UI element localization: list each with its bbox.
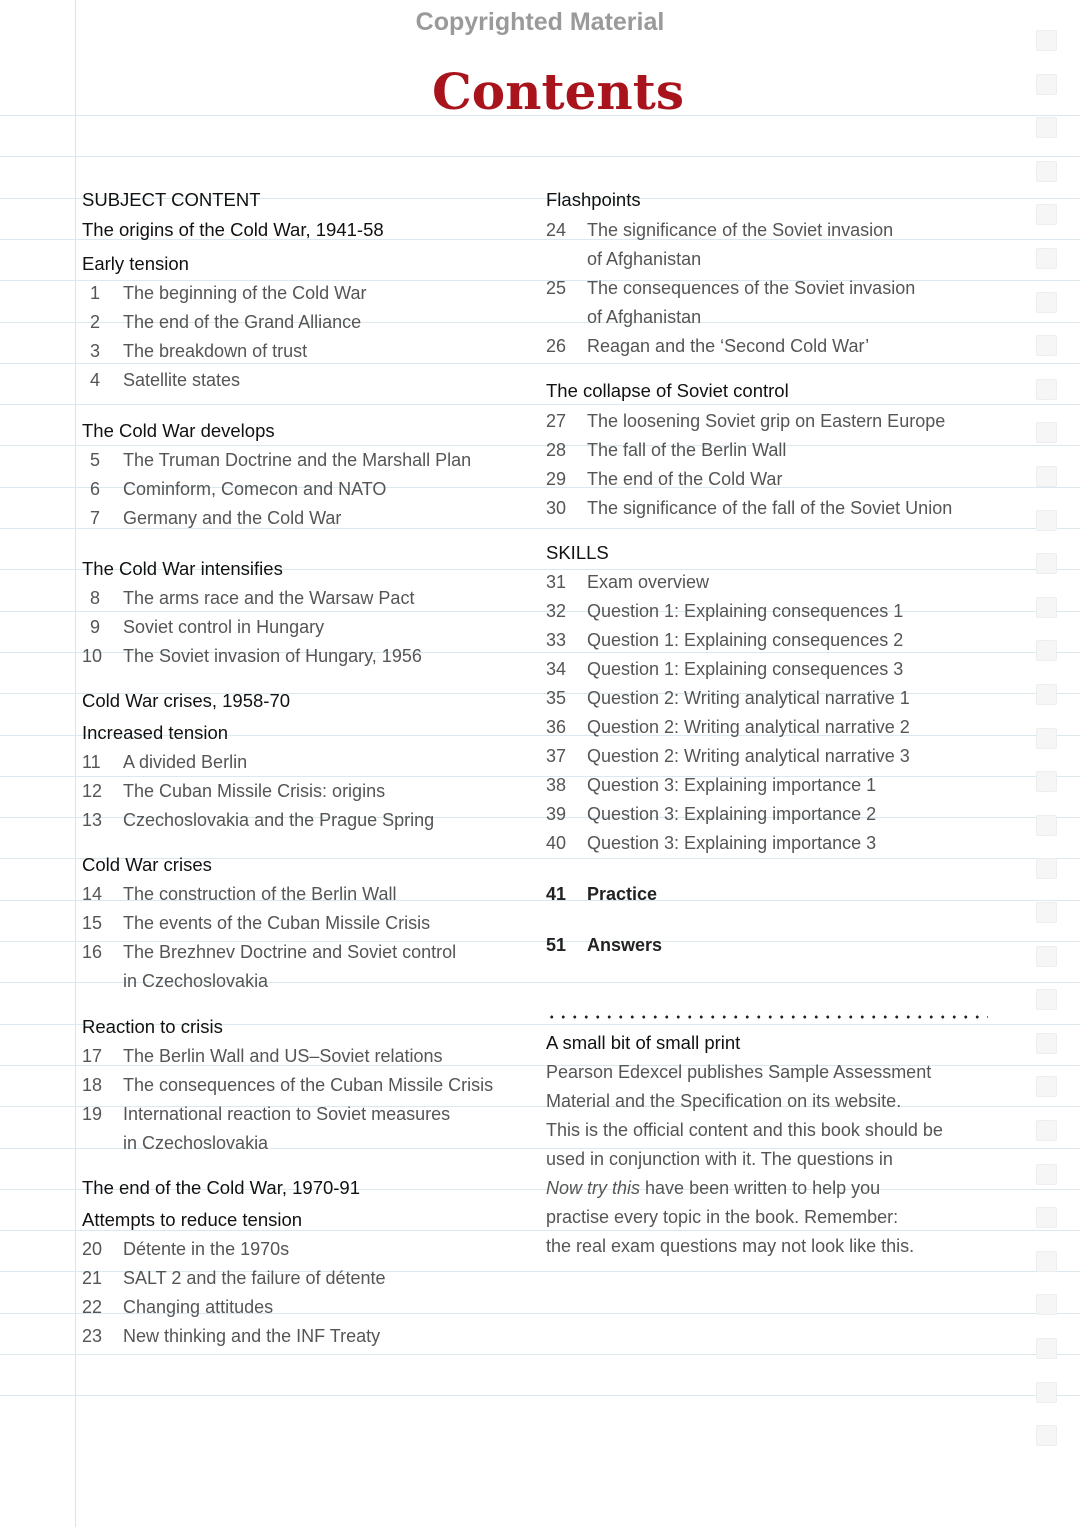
checkbox[interactable] [1036, 597, 1057, 618]
small-print-line [546, 1176, 880, 1200]
section-heading [546, 541, 609, 565]
contents-entry[interactable] [82, 1295, 273, 1319]
page-number: 36 [546, 717, 567, 737]
entry-title: The significance of the Soviet invasion [587, 220, 894, 240]
contents-entry[interactable] [546, 933, 662, 957]
entry-title: The arms race and the Warsaw Pact [123, 588, 415, 608]
entry-title: Détente in the 1970s [123, 1239, 290, 1259]
checkbox[interactable] [1036, 1294, 1057, 1315]
margin-line [75, 0, 76, 1527]
checkbox[interactable] [1036, 946, 1057, 967]
contents-entry[interactable] [82, 281, 366, 305]
section-heading [82, 218, 384, 242]
entry-title: The Cuban Missile Crisis: origins [123, 781, 386, 801]
line-text: have been written to help you [640, 1178, 881, 1198]
page-number: 18 [82, 1075, 103, 1095]
contents-entry[interactable] [82, 808, 434, 832]
ruled-line [0, 156, 1080, 157]
page-number: 11 [82, 752, 101, 772]
entry-title: of Afghanistan [587, 307, 702, 327]
checkbox[interactable] [1036, 771, 1057, 792]
entry-title: Flashpoints [546, 189, 641, 210]
page-number: 12 [82, 781, 103, 801]
contents-entry[interactable] [82, 310, 361, 334]
page-number: 34 [546, 659, 567, 679]
dotted-divider [546, 1015, 988, 1019]
small-print-line [546, 1089, 901, 1113]
contents-entry[interactable] [82, 368, 240, 392]
section-heading [546, 188, 641, 212]
checkbox[interactable] [1036, 1207, 1057, 1228]
entry-title: of Afghanistan [587, 249, 702, 269]
contents-entry[interactable] [82, 882, 396, 906]
entry-title: Cold War crises, 1958-70 [82, 690, 291, 711]
contents-entry[interactable] [82, 506, 341, 530]
entry-title: The significance of the fall of the Soviet Union [587, 498, 953, 518]
entry-title: SUBJECT CONTENT [82, 189, 261, 210]
page-number: 23 [82, 1326, 103, 1346]
contents-entry[interactable] [82, 448, 471, 472]
section-heading [82, 252, 189, 276]
checkbox[interactable] [1036, 553, 1057, 574]
entry-title: The breakdown of trust [123, 341, 308, 361]
small-print-line [546, 1060, 931, 1084]
checkbox[interactable] [1036, 422, 1057, 443]
page-number: 15 [82, 913, 103, 933]
entry-title: The Berlin Wall and US–Soviet relations [123, 1046, 443, 1066]
checkbox[interactable] [1036, 510, 1057, 531]
entry-title: Soviet control in Hungary [123, 617, 325, 637]
contents-entry[interactable] [546, 570, 709, 594]
contents-entry[interactable] [82, 1324, 380, 1348]
section-heading [82, 1176, 360, 1200]
small-print-line [546, 1234, 914, 1258]
page-number: 1 [90, 283, 101, 303]
checkbox[interactable] [1036, 248, 1057, 269]
entry-title: The loosening Soviet grip on Eastern Europe [587, 411, 946, 431]
page-number: 41 [546, 884, 567, 904]
contents-entry[interactable] [546, 628, 903, 652]
page-number: 40 [546, 833, 567, 853]
line-text: the real exam questions may not look like this. [546, 1236, 915, 1256]
section-heading [546, 379, 789, 403]
entry-title: Question 2: Writing analytical narrative 1 [587, 688, 910, 708]
checkbox[interactable] [1036, 858, 1057, 879]
page-number: 13 [82, 810, 103, 830]
line-text: used in conjunction with it. The questions in [546, 1149, 893, 1169]
ruled-line [0, 776, 1080, 777]
small-print-heading: A small bit of small print [546, 1032, 741, 1053]
contents-entry[interactable] [546, 218, 893, 242]
entry-title: Satellite states [123, 370, 241, 390]
section-heading [82, 853, 212, 877]
page-number: 6 [90, 479, 101, 499]
entry-title: Changing attitudes [123, 1297, 274, 1317]
page-number: 28 [546, 440, 567, 460]
page-number: 26 [546, 336, 567, 356]
contents-entry[interactable] [546, 409, 945, 433]
section-heading [82, 721, 228, 745]
contents-entry[interactable] [82, 969, 268, 993]
contents-entry[interactable] [546, 882, 657, 906]
entry-title: Question 2: Writing analytical narrative 2 [587, 717, 910, 737]
checkbox[interactable] [1036, 1382, 1057, 1403]
contents-entry[interactable] [82, 1073, 493, 1097]
checkbox[interactable] [1036, 1425, 1057, 1446]
page-number: 5 [90, 450, 101, 470]
small-print-line [546, 1118, 943, 1142]
entry-title: Question 1: Explaining consequences 3 [587, 659, 904, 679]
entry-title: Reaction to crisis [82, 1016, 223, 1037]
contents-entry[interactable] [546, 276, 915, 300]
entry-title: Question 1: Explaining consequences 1 [587, 601, 904, 621]
checkbox[interactable] [1036, 1338, 1057, 1359]
page-number: 35 [546, 688, 567, 708]
section-heading [82, 1208, 302, 1232]
page-number: 14 [82, 884, 103, 904]
italic-text: Now try this [546, 1178, 641, 1198]
small-print-line [546, 1147, 893, 1171]
page-title: Contents [431, 62, 684, 121]
contents-entry[interactable] [82, 750, 247, 774]
page-number: 31 [546, 572, 567, 592]
contents-entry[interactable] [82, 586, 414, 610]
checkbox[interactable] [1036, 466, 1057, 487]
checkbox[interactable] [1036, 1033, 1057, 1054]
page-number: 29 [546, 469, 567, 489]
page-number: 19 [82, 1104, 103, 1124]
page-number: 24 [546, 220, 567, 240]
page-number: 38 [546, 775, 567, 795]
page-number: 9 [90, 617, 101, 637]
section-heading [82, 1015, 223, 1039]
entry-title: Practice [587, 884, 658, 904]
checkbox[interactable] [1036, 1120, 1057, 1141]
contents-entry[interactable] [546, 467, 782, 491]
entry-title: in Czechoslovakia [123, 1133, 269, 1153]
entry-title: Exam overview [587, 572, 710, 592]
entry-title: The Brezhnev Doctrine and Soviet control [123, 942, 457, 962]
page-number: 16 [82, 942, 103, 962]
entry-title: The collapse of Soviet control [546, 380, 789, 401]
entry-title: Question 3: Explaining importance 1 [587, 775, 877, 795]
copyright-notice: Copyrighted Material [415, 8, 665, 36]
entry-title: The events of the Cuban Missile Crisis [123, 913, 431, 933]
entry-title: International reaction to Soviet measures [123, 1104, 451, 1124]
page-number: 30 [546, 498, 567, 518]
line-text: practise every topic in the book. Remember: [546, 1207, 899, 1227]
contents-entry[interactable] [82, 477, 386, 501]
contents-entry[interactable] [546, 438, 786, 462]
contents-entry[interactable] [82, 1102, 450, 1126]
contents-entry[interactable] [546, 496, 952, 520]
entry-title: Cold War crises [82, 854, 212, 875]
section-heading [82, 188, 261, 212]
ruled-line [0, 1395, 1080, 1396]
checkbox[interactable] [1036, 728, 1057, 749]
checkbox[interactable] [1036, 204, 1057, 225]
page-number: 17 [82, 1046, 103, 1066]
contents-entry[interactable] [546, 247, 701, 271]
section-heading [82, 557, 283, 581]
contents-entry[interactable] [82, 339, 307, 363]
contents-entry[interactable] [546, 773, 876, 797]
line-text: This is the official content and this book should be [546, 1120, 943, 1140]
entry-title: The fall of the Berlin Wall [587, 440, 787, 460]
entry-title: Question 1: Explaining consequences 2 [587, 630, 904, 650]
contents-entry[interactable] [82, 644, 422, 668]
contents-entry[interactable] [546, 599, 903, 623]
page-number: 32 [546, 601, 567, 621]
entry-title: SKILLS [546, 542, 609, 563]
contents-entry[interactable] [546, 657, 903, 681]
contents-entry[interactable] [82, 940, 456, 964]
contents-entry[interactable] [82, 1044, 442, 1068]
entry-title: The end of the Grand Alliance [123, 312, 362, 332]
checkbox[interactable] [1036, 815, 1057, 836]
checkbox[interactable] [1036, 161, 1057, 182]
entry-title: Question 3: Explaining importance 2 [587, 804, 877, 824]
page-number: 27 [546, 411, 567, 431]
contents-entry[interactable] [82, 615, 324, 639]
entry-title: Attempts to reduce tension [82, 1209, 303, 1230]
entry-title: Reagan and the ‘Second Cold War’ [587, 336, 870, 356]
entry-title: Question 3: Explaining importance 3 [587, 833, 877, 853]
entry-title: The construction of the Berlin Wall [123, 884, 397, 904]
checkbox[interactable] [1036, 902, 1057, 923]
entry-title: SALT 2 and the failure of détente [123, 1268, 386, 1288]
page-number: 4 [90, 370, 101, 390]
contents-entry[interactable] [82, 911, 430, 935]
page-number: 2 [90, 312, 101, 332]
ruled-line [0, 611, 1080, 612]
entry-title: Germany and the Cold War [123, 508, 342, 528]
section-heading [82, 689, 290, 713]
entry-title: A divided Berlin [123, 752, 248, 772]
line-text: Material and the Specification on its website. [546, 1091, 902, 1111]
contents-entry[interactable] [82, 779, 385, 803]
page-number: 22 [82, 1297, 103, 1317]
page-number: 25 [546, 278, 567, 298]
entry-title: The end of the Cold War, 1970-91 [82, 1177, 361, 1198]
checkbox[interactable] [1036, 989, 1057, 1010]
entry-title: The end of the Cold War [587, 469, 783, 489]
entry-title: Question 2: Writing analytical narrative 3 [587, 746, 910, 766]
checkbox[interactable] [1036, 1164, 1057, 1185]
checkbox[interactable] [1036, 335, 1057, 356]
page-number: 33 [546, 630, 567, 650]
contents-entry[interactable] [82, 1237, 289, 1261]
entry-title: The consequences of the Soviet invasion [587, 278, 916, 298]
entry-title: The beginning of the Cold War [123, 283, 367, 303]
page-number: 39 [546, 804, 567, 824]
entry-title: The origins of the Cold War, 1941-58 [82, 219, 384, 240]
entry-title: in Czechoslovakia [123, 971, 269, 991]
entry-title: Answers [587, 935, 663, 955]
small-print-line [546, 1205, 898, 1229]
contents-entry[interactable] [546, 744, 910, 768]
entry-title: Increased tension [82, 722, 229, 743]
page-number: 21 [82, 1268, 103, 1288]
line-text: Pearson Edexcel publishes Sample Assessment [546, 1062, 932, 1082]
page-number: 10 [82, 646, 103, 666]
ruled-line [0, 445, 1080, 446]
contents-entry[interactable] [82, 1266, 386, 1290]
entry-title: The Cold War intensifies [82, 558, 283, 579]
entry-title: The Soviet invasion of Hungary, 1956 [123, 646, 422, 666]
ruled-line [0, 404, 1080, 405]
ruled-line [0, 1354, 1080, 1355]
checkbox[interactable] [1036, 292, 1057, 313]
page-number: 3 [90, 341, 101, 361]
page-number: 7 [90, 508, 101, 528]
entry-title: Czechoslovakia and the Prague Spring [123, 810, 435, 830]
page-number: 37 [546, 746, 567, 766]
page-number: 51 [546, 935, 567, 955]
checkbox[interactable] [1036, 640, 1057, 661]
contents-entry[interactable] [546, 305, 701, 329]
contents-entry[interactable] [546, 686, 910, 710]
page-number: 8 [90, 588, 101, 608]
checkbox[interactable] [1036, 379, 1057, 400]
entry-title: The Truman Doctrine and the Marshall Plan [123, 450, 472, 470]
contents-entry[interactable] [546, 334, 869, 358]
checkbox[interactable] [1036, 1076, 1057, 1097]
section-heading [82, 419, 275, 443]
contents-entry[interactable] [546, 831, 876, 855]
entry-title: Cominform, Comecon and NATO [123, 479, 387, 499]
entry-title: New thinking and the INF Treaty [123, 1326, 381, 1346]
contents-entry[interactable] [82, 1131, 268, 1155]
checkbox[interactable] [1036, 684, 1057, 705]
entry-title: The consequences of the Cuban Missile Crisis [123, 1075, 494, 1095]
contents-entry[interactable] [546, 715, 910, 739]
checkbox[interactable] [1036, 1251, 1057, 1272]
contents-entry[interactable] [546, 802, 876, 826]
page-number: 20 [82, 1239, 103, 1259]
entry-title: The Cold War develops [82, 420, 275, 441]
entry-title: Early tension [82, 253, 189, 274]
